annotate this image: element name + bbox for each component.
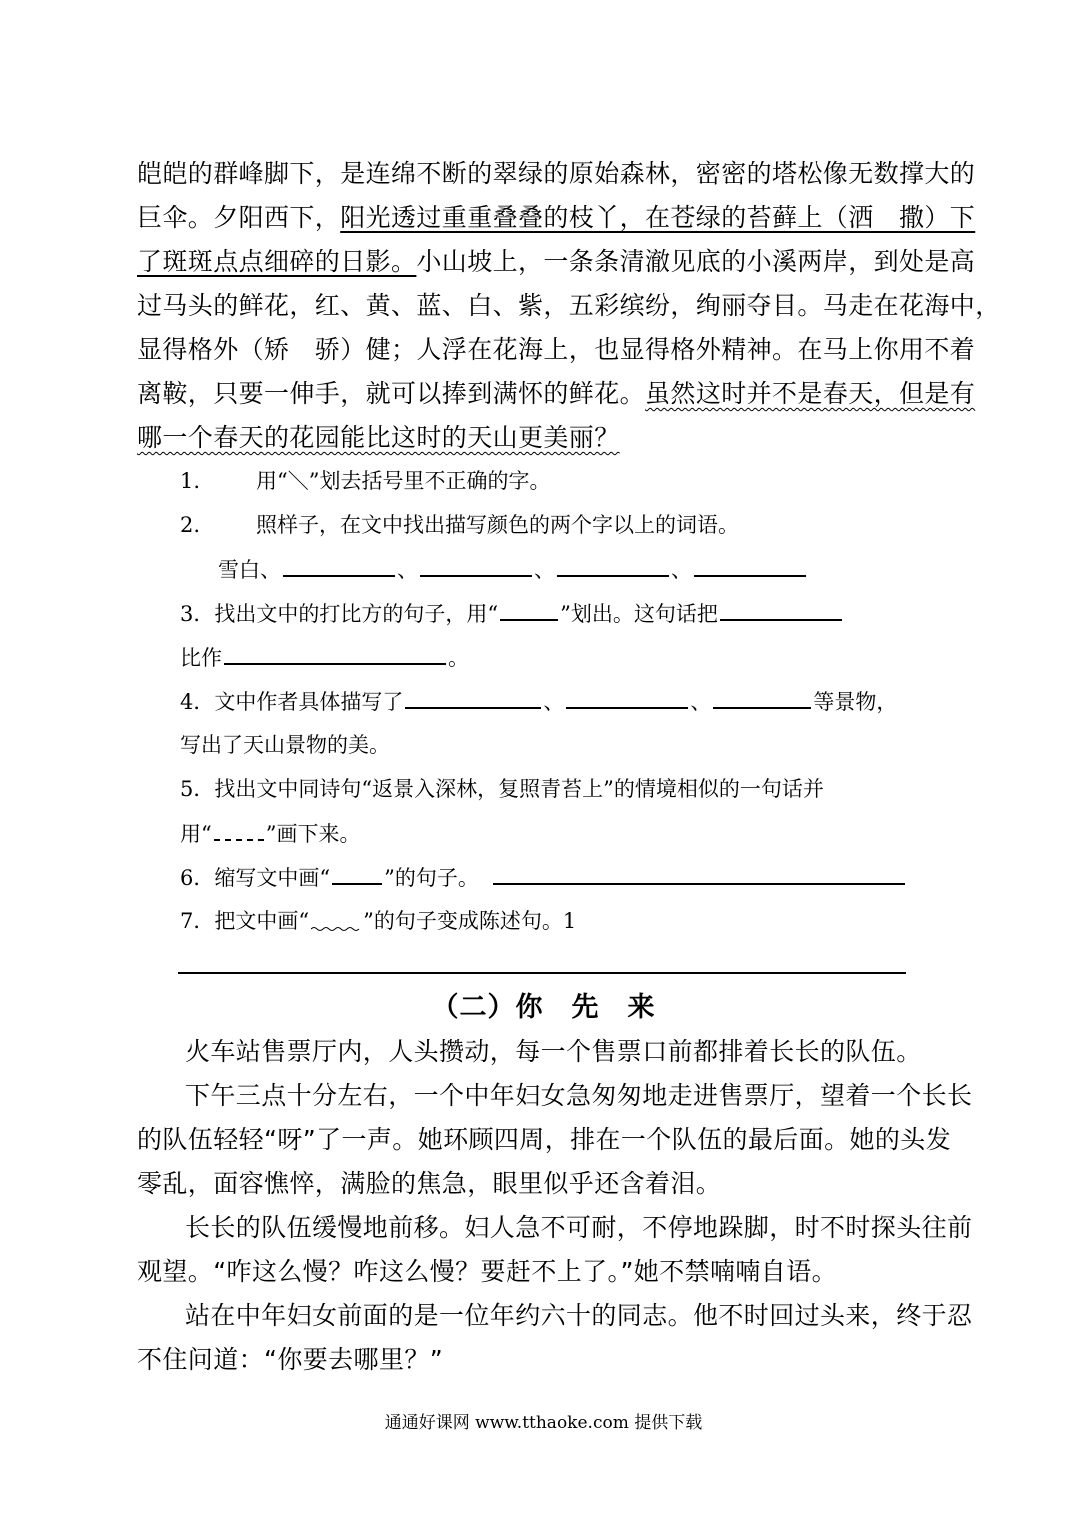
question-4: [180, 685, 960, 718]
question-text: 3．找出文中的打比方的句子，用“: [180, 602, 499, 626]
question-text: 用“＼”划去括号里不正确的字。: [256, 469, 551, 493]
story-text: 长长的队伍缓慢地前移。妇人急不可耐，不停地跺脚，时不时探头往前: [185, 1213, 973, 1242]
passage-text: 小山坡上，一条条清澈见底的小溪两岸，到处是高: [416, 247, 976, 276]
passage-line-7: [137, 420, 957, 456]
passage-line-2: [137, 200, 976, 236]
question-text: 用“: [180, 822, 212, 846]
dashed-underline-sample: [214, 817, 264, 841]
passage-line-4: [137, 288, 1001, 324]
page-footer: 通通好课网 www.tthaoke.com 提供下载: [384, 1413, 703, 1433]
story-para-2-line-3: [137, 1166, 957, 1202]
separator: 、: [534, 558, 555, 582]
answer-blank[interactable]: [493, 861, 905, 885]
question-2-answer-row: [218, 553, 998, 586]
passage-text: 离鞍，只要一伸手，就可以捧到满怀的鲜花。: [137, 379, 646, 408]
passage-line-3: [137, 244, 976, 280]
story-text: 站在中年妇女前面的是一位年约六十的同志。他不时回过头来，终于忍: [185, 1301, 973, 1330]
answer-blank[interactable]: [283, 553, 395, 577]
answer-blank[interactable]: [694, 553, 806, 577]
question-text: 等景物，: [813, 690, 898, 714]
story-para-4-line-1: [185, 1298, 1005, 1334]
question-text: 写出了天山景物的美。: [180, 733, 390, 757]
question-text: 6．缩写文中画“: [180, 866, 331, 890]
question-number: 1.: [180, 469, 201, 493]
question-number: 2.: [180, 513, 201, 537]
underline-sample: [500, 597, 558, 621]
question-2: [180, 509, 960, 541]
question-5-cont: [180, 817, 960, 850]
passage-text: 过马头的鲜花，红、黄、蓝、白、紫，五彩缤纷，绚丽夺目。马走在花海中，: [137, 291, 1001, 320]
story-para-4-line-2: [137, 1342, 957, 1378]
underlined-sentence: 阳光透过重重叠叠的枝丫，在苍绿的苔藓上（洒 撒）下: [340, 203, 976, 232]
story-para-2-line-2: [137, 1122, 957, 1158]
underlined-sentence: 了斑斑点点细碎的日影。: [137, 247, 417, 276]
answer-blank[interactable]: [420, 553, 532, 577]
question-text: 4．文中作者具体描写了: [180, 690, 404, 714]
question-3: [180, 597, 960, 630]
passage-text: 皑皑的群峰脚下，是连绵不断的翠绿的原始森林，密密的塔松像无数撑大的: [137, 159, 976, 188]
question-text: ”的句子。: [384, 866, 479, 890]
question-text: 。: [448, 646, 469, 670]
answer-line[interactable]: [178, 972, 906, 974]
passage-text: 显得格外（矫 骄）健；人浮在花海上，也显得格外精神。在马上你用不着: [137, 335, 976, 364]
separator: 、: [690, 690, 712, 714]
example-word: 雪白、: [218, 558, 281, 582]
question-text: 照样子，在文中找出描写颜色的两个字以上的词语。: [256, 513, 739, 537]
question-7: [180, 905, 960, 937]
question-6: [180, 861, 960, 894]
question-4-cont: [180, 729, 960, 761]
wavy-underline-sample: [311, 906, 361, 928]
separator: 、: [397, 558, 418, 582]
question-5: [180, 773, 960, 805]
story-text: 的队伍轻轻“呀”了一声。她环顾四周，排在一个队伍的最后面。她的头发: [137, 1125, 952, 1154]
question-text: ”划出。这句话把: [560, 602, 718, 626]
question-text: ”的句子变成陈述句。1: [363, 909, 577, 933]
story-text: 观望。“咋这么慢？咋这么慢？要赶不上了。”她不禁喃喃自语。: [137, 1257, 838, 1286]
story-para-3-line-1: [185, 1210, 1005, 1246]
wavy-underlined-sentence: 哪一个春天的花园能比这时的天山更美丽？: [137, 423, 620, 452]
story-text: 火车站售票厅内，人头攒动，每一个售票口前都排着长长的队伍。: [185, 1037, 922, 1066]
answer-blank[interactable]: [566, 685, 688, 709]
section-title: （二）你 先 来: [431, 992, 656, 1023]
answer-blank[interactable]: [557, 553, 669, 577]
question-text: 7．把文中画“: [180, 909, 310, 933]
underline-sample: [332, 861, 382, 885]
story-para-1: [185, 1034, 1005, 1070]
passage-text: 巨伞。夕阳西下，: [137, 203, 341, 232]
story-text: 不住问道：“你要去哪里？”: [137, 1345, 444, 1374]
wavy-underlined-sentence: 虽然这时并不是春天，但是有: [645, 379, 976, 408]
story-text: 零乱，面容憔悴，满脸的焦急，眼里似乎还含着泪。: [137, 1169, 722, 1198]
question-text: 5．找出文中同诗句“返景入深林，复照青苔上”的情境相似的一句话并: [180, 777, 824, 801]
answer-blank[interactable]: [405, 685, 541, 709]
passage-line-6: [137, 376, 976, 412]
separator: 、: [671, 558, 692, 582]
story-text: 下午三点十分左右，一个中年妇女急匆匆地走进售票厅，望着一个长长: [185, 1081, 973, 1110]
story-para-2-line-1: [185, 1078, 1005, 1114]
question-text: ”画下来。: [265, 822, 361, 846]
story-para-3-line-2: [137, 1254, 957, 1290]
answer-blank[interactable]: [713, 685, 811, 709]
answer-blank[interactable]: [224, 641, 446, 665]
passage-line-1: [137, 156, 976, 192]
question-3-cont: [180, 641, 960, 674]
question-text: 比作: [180, 646, 222, 670]
question-1: [180, 465, 960, 497]
separator: 、: [543, 690, 565, 714]
answer-blank[interactable]: [720, 597, 842, 621]
passage-line-5: [137, 332, 976, 368]
